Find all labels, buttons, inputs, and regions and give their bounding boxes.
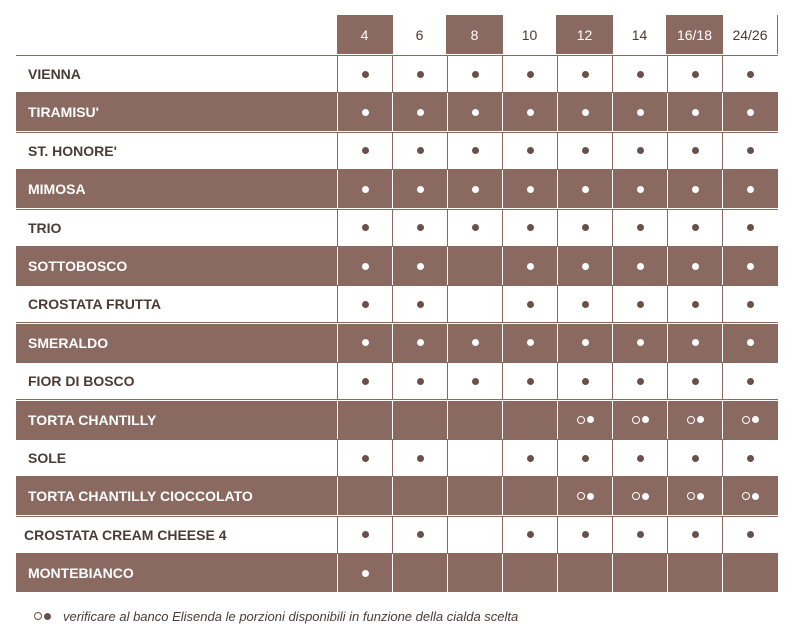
legend-open-closed-dots-icon (34, 612, 51, 620)
filled-dot-icon (582, 378, 589, 385)
filled-dot-icon (692, 224, 699, 231)
filled-dot-icon (692, 339, 699, 346)
filled-dot-icon (637, 263, 644, 270)
filled-dot-icon (582, 109, 589, 116)
table-cell (502, 477, 557, 515)
filled-dot-icon (637, 71, 644, 78)
filled-dot-icon (527, 224, 534, 231)
filled-dot-icon (527, 71, 534, 78)
table-cell (612, 363, 667, 399)
filled-dot-icon (472, 378, 479, 385)
row-label: SOTTOBOSCO (28, 258, 128, 274)
filled-dot-icon (527, 339, 534, 346)
table-cell (392, 170, 447, 208)
filled-dot-icon (527, 455, 534, 462)
column-header: 16/18 (667, 15, 722, 54)
filled-dot-icon (692, 301, 699, 308)
filled-dot-icon (417, 147, 424, 154)
table-cell (667, 440, 722, 476)
table-row (16, 516, 778, 554)
filled-dot-icon (747, 263, 754, 270)
filled-dot-icon (362, 186, 369, 193)
row-label: TIRAMISU' (28, 104, 99, 121)
table-cell (502, 247, 557, 285)
filled-dot-icon (582, 339, 589, 346)
table-cell (722, 170, 778, 208)
filled-dot-icon (417, 71, 424, 78)
column-header: 8 (447, 15, 502, 54)
filled-dot-icon (527, 263, 534, 270)
filled-dot-icon (642, 416, 649, 423)
open-dot-icon (34, 612, 42, 620)
table-cell (502, 210, 557, 246)
table-cell (447, 133, 502, 169)
filled-dot-icon (362, 531, 369, 538)
table-cell (502, 517, 557, 553)
table-cell (557, 56, 612, 92)
filled-dot-icon (692, 455, 699, 462)
row-label: ST. HONORE' (28, 142, 117, 159)
table-row (16, 324, 778, 362)
table-cell (667, 554, 722, 592)
table-cell (667, 210, 722, 246)
filled-dot-icon (637, 186, 644, 193)
table-cell (337, 286, 392, 322)
table-cell (722, 210, 778, 246)
filled-dot-icon (697, 416, 704, 423)
table-cell (392, 93, 447, 131)
table-cell (392, 56, 447, 92)
table-cell (557, 440, 612, 476)
table-cell (557, 133, 612, 169)
table-cell (337, 93, 392, 131)
table-cell (667, 324, 722, 362)
table-cell (502, 324, 557, 362)
filled-dot-icon (637, 109, 644, 116)
filled-dot-icon (417, 224, 424, 231)
table-cell (447, 247, 502, 285)
table-cell (667, 133, 722, 169)
table-cell (392, 286, 447, 322)
row-label: MONTEBIANCO (28, 565, 134, 582)
table-cell (722, 363, 778, 399)
open-dot-icon (632, 416, 640, 424)
filled-dot-icon (752, 416, 759, 423)
table-row (16, 93, 778, 131)
table-cell (667, 401, 722, 439)
open-dot-icon (577, 416, 585, 424)
filled-dot-icon (362, 570, 369, 577)
table-cell (667, 93, 722, 131)
footer-legend (34, 606, 518, 626)
filled-dot-icon (362, 147, 369, 154)
column-header: 4 (337, 15, 392, 54)
filled-dot-icon (692, 378, 699, 385)
table-cell (447, 170, 502, 208)
table-cell (447, 286, 502, 322)
table-cell (337, 554, 392, 592)
filled-dot-icon (747, 378, 754, 385)
table-cell (447, 401, 502, 439)
table-cell (337, 56, 392, 92)
open-closed-dots-icon (632, 492, 649, 500)
table-cell (557, 286, 612, 322)
table-cell (722, 93, 778, 131)
table-cell (557, 477, 612, 515)
row-label: SMERALDO (28, 334, 109, 351)
filled-dot-icon (747, 531, 754, 538)
filled-dot-icon (527, 147, 534, 154)
table-cell (337, 210, 392, 246)
table-cell (722, 286, 778, 322)
table-cell (502, 170, 557, 208)
table-cell (392, 517, 447, 553)
table-cell (392, 401, 447, 439)
filled-dot-icon (582, 147, 589, 154)
filled-dot-icon (472, 71, 479, 78)
open-closed-dots-icon (632, 416, 649, 424)
table-cell (722, 554, 778, 592)
table-cell (447, 210, 502, 246)
table-cell (667, 477, 722, 515)
filled-dot-icon (417, 455, 424, 462)
column-header: 14 (612, 15, 667, 54)
row-label: TRIO (28, 219, 62, 236)
table-cell (337, 170, 392, 208)
table-cell (502, 286, 557, 322)
filled-dot-icon (472, 186, 479, 193)
row-label: SOLE (28, 450, 67, 466)
table-cell (447, 93, 502, 131)
table-cell (667, 247, 722, 285)
table-cell (612, 93, 667, 131)
filled-dot-icon (692, 147, 699, 154)
filled-dot-icon (362, 263, 369, 270)
row-label: FIOR DI BOSCO (28, 373, 135, 390)
filled-dot-icon (417, 301, 424, 308)
table-cell (392, 324, 447, 362)
row-label: CROSTATA CREAM CHEESE 4 (24, 526, 227, 543)
filled-dot-icon (417, 378, 424, 385)
table-cell (447, 56, 502, 92)
open-dot-icon (742, 492, 750, 500)
filled-dot-icon (362, 71, 369, 78)
filled-dot-icon (692, 71, 699, 78)
table-cell (667, 170, 722, 208)
table-cell (447, 477, 502, 515)
table-cell (667, 56, 722, 92)
open-closed-dots-icon (577, 492, 594, 500)
filled-dot-icon (637, 224, 644, 231)
filled-dot-icon (362, 455, 369, 462)
filled-dot-icon (582, 455, 589, 462)
filled-dot-icon (747, 186, 754, 193)
table-cell (612, 247, 667, 285)
filled-dot-icon (747, 339, 754, 346)
table-cell (337, 401, 392, 439)
filled-dot-icon (637, 301, 644, 308)
table-cell (612, 56, 667, 92)
column-header: 12 (557, 15, 612, 54)
filled-dot-icon (582, 531, 589, 538)
filled-dot-icon (692, 186, 699, 193)
table-cell (502, 554, 557, 592)
column-header: 24/26 (722, 15, 778, 54)
filled-dot-icon (527, 109, 534, 116)
table-cell (392, 210, 447, 246)
filled-dot-icon (362, 224, 369, 231)
table-row (16, 477, 778, 515)
filled-dot-icon (472, 147, 479, 154)
filled-dot-icon (637, 339, 644, 346)
filled-dot-icon (527, 301, 534, 308)
table-row (16, 439, 778, 477)
filled-dot-icon (747, 224, 754, 231)
table-cell (667, 363, 722, 399)
table-cell (612, 324, 667, 362)
filled-dot-icon (692, 531, 699, 538)
table-cell (392, 554, 447, 592)
filled-dot-icon (472, 339, 479, 346)
table-cell (612, 286, 667, 322)
filled-dot-icon (582, 263, 589, 270)
table-cell (722, 401, 778, 439)
table-cell (447, 363, 502, 399)
table-cell (502, 440, 557, 476)
row-label: TORTA CHANTILLY CIOCCOLATO (28, 488, 253, 505)
row-label: TORTA CHANTILLY (28, 411, 157, 428)
filled-dot-icon (472, 109, 479, 116)
table-cell (612, 170, 667, 208)
table-cell (337, 363, 392, 399)
table-cell (722, 133, 778, 169)
table-row (16, 362, 778, 400)
filled-dot-icon (747, 71, 754, 78)
filled-dot-icon (587, 493, 594, 500)
open-dot-icon (577, 492, 585, 500)
table-row (16, 285, 778, 323)
filled-dot-icon (417, 531, 424, 538)
table-cell (722, 477, 778, 515)
table-cell (337, 133, 392, 169)
table-cell (612, 440, 667, 476)
table-cell (502, 401, 557, 439)
column-header: 6 (392, 15, 447, 54)
filled-dot-icon (582, 71, 589, 78)
table-row (16, 554, 778, 592)
table-cell (337, 477, 392, 515)
filled-dot-icon (747, 455, 754, 462)
table-cell (447, 324, 502, 362)
table-cell (722, 517, 778, 553)
filled-dot-icon (637, 378, 644, 385)
filled-dot-icon (417, 186, 424, 193)
table-cell (667, 517, 722, 553)
filled-dot-icon (747, 109, 754, 116)
filled-dot-icon (362, 109, 369, 116)
filled-dot-icon (692, 263, 699, 270)
table-cell (392, 247, 447, 285)
open-closed-dots-icon (742, 492, 759, 500)
table-cell (392, 440, 447, 476)
table-row (16, 170, 778, 208)
table-cell (612, 554, 667, 592)
filled-dot-icon (747, 147, 754, 154)
filled-dot-icon (362, 301, 369, 308)
table-cell (557, 517, 612, 553)
table-cell (612, 477, 667, 515)
table-cell (392, 133, 447, 169)
table-row (16, 247, 778, 285)
table-cell (722, 247, 778, 285)
table-cell (392, 363, 447, 399)
row-label: MIMOSA (28, 181, 86, 198)
filled-dot-icon (587, 416, 594, 423)
table-cell (722, 324, 778, 362)
row-label: CROSTATA FRUTTA (28, 296, 161, 313)
open-dot-icon (687, 492, 695, 500)
table-cell (557, 210, 612, 246)
open-dot-icon (687, 416, 695, 424)
table-cell (722, 440, 778, 476)
filled-dot-icon (642, 493, 649, 500)
table-row (16, 401, 778, 439)
table-cell (557, 324, 612, 362)
table-cell (337, 324, 392, 362)
table-row (16, 209, 778, 247)
open-closed-dots-icon (577, 416, 594, 424)
open-closed-dots-icon (687, 416, 704, 424)
filled-dot-icon (582, 301, 589, 308)
filled-dot-icon (697, 493, 704, 500)
table-cell (612, 133, 667, 169)
filled-dot-icon (582, 224, 589, 231)
table-cell (557, 170, 612, 208)
open-dot-icon (742, 416, 750, 424)
table-cell (337, 517, 392, 553)
table-row (16, 55, 778, 93)
table-cell (447, 517, 502, 553)
open-dot-icon (632, 492, 640, 500)
table-cell (502, 133, 557, 169)
table-cell (612, 517, 667, 553)
filled-dot-icon (417, 263, 424, 270)
filled-dot-icon (692, 109, 699, 116)
table-cell (337, 440, 392, 476)
table-cell (502, 363, 557, 399)
filled-dot-icon (417, 339, 424, 346)
column-header: 10 (502, 15, 557, 54)
table-cell (557, 401, 612, 439)
table-cell (337, 247, 392, 285)
table-cell (612, 210, 667, 246)
filled-dot-icon (527, 186, 534, 193)
table-cell (557, 247, 612, 285)
open-closed-dots-icon (742, 416, 759, 424)
filled-dot-icon (527, 531, 534, 538)
table-cell (557, 93, 612, 131)
table-cell (447, 440, 502, 476)
table-cell (502, 56, 557, 92)
filled-dot-icon (637, 531, 644, 538)
filled-dot-icon (362, 378, 369, 385)
table-cell (502, 93, 557, 131)
filled-dot-icon (472, 224, 479, 231)
filled-dot-icon (527, 378, 534, 385)
filled-dot-icon (747, 301, 754, 308)
filled-dot-icon (752, 493, 759, 500)
table-cell (557, 554, 612, 592)
footer-note: verificare al banco Elisenda le porzioni disponibili in funzione della cialda scelta (63, 608, 519, 624)
table-cell (667, 286, 722, 322)
table-cell (722, 56, 778, 92)
table-cell (392, 477, 447, 515)
table-row (16, 132, 778, 170)
table-cell (557, 363, 612, 399)
open-closed-dots-icon (687, 492, 704, 500)
table-cell (612, 401, 667, 439)
filled-dot-icon (637, 455, 644, 462)
filled-dot-icon (362, 339, 369, 346)
filled-dot-icon (417, 109, 424, 116)
table-cell (447, 554, 502, 592)
filled-dot-icon (637, 147, 644, 154)
row-label: VIENNA (28, 66, 81, 82)
filled-dot-icon (44, 613, 51, 620)
filled-dot-icon (582, 186, 589, 193)
